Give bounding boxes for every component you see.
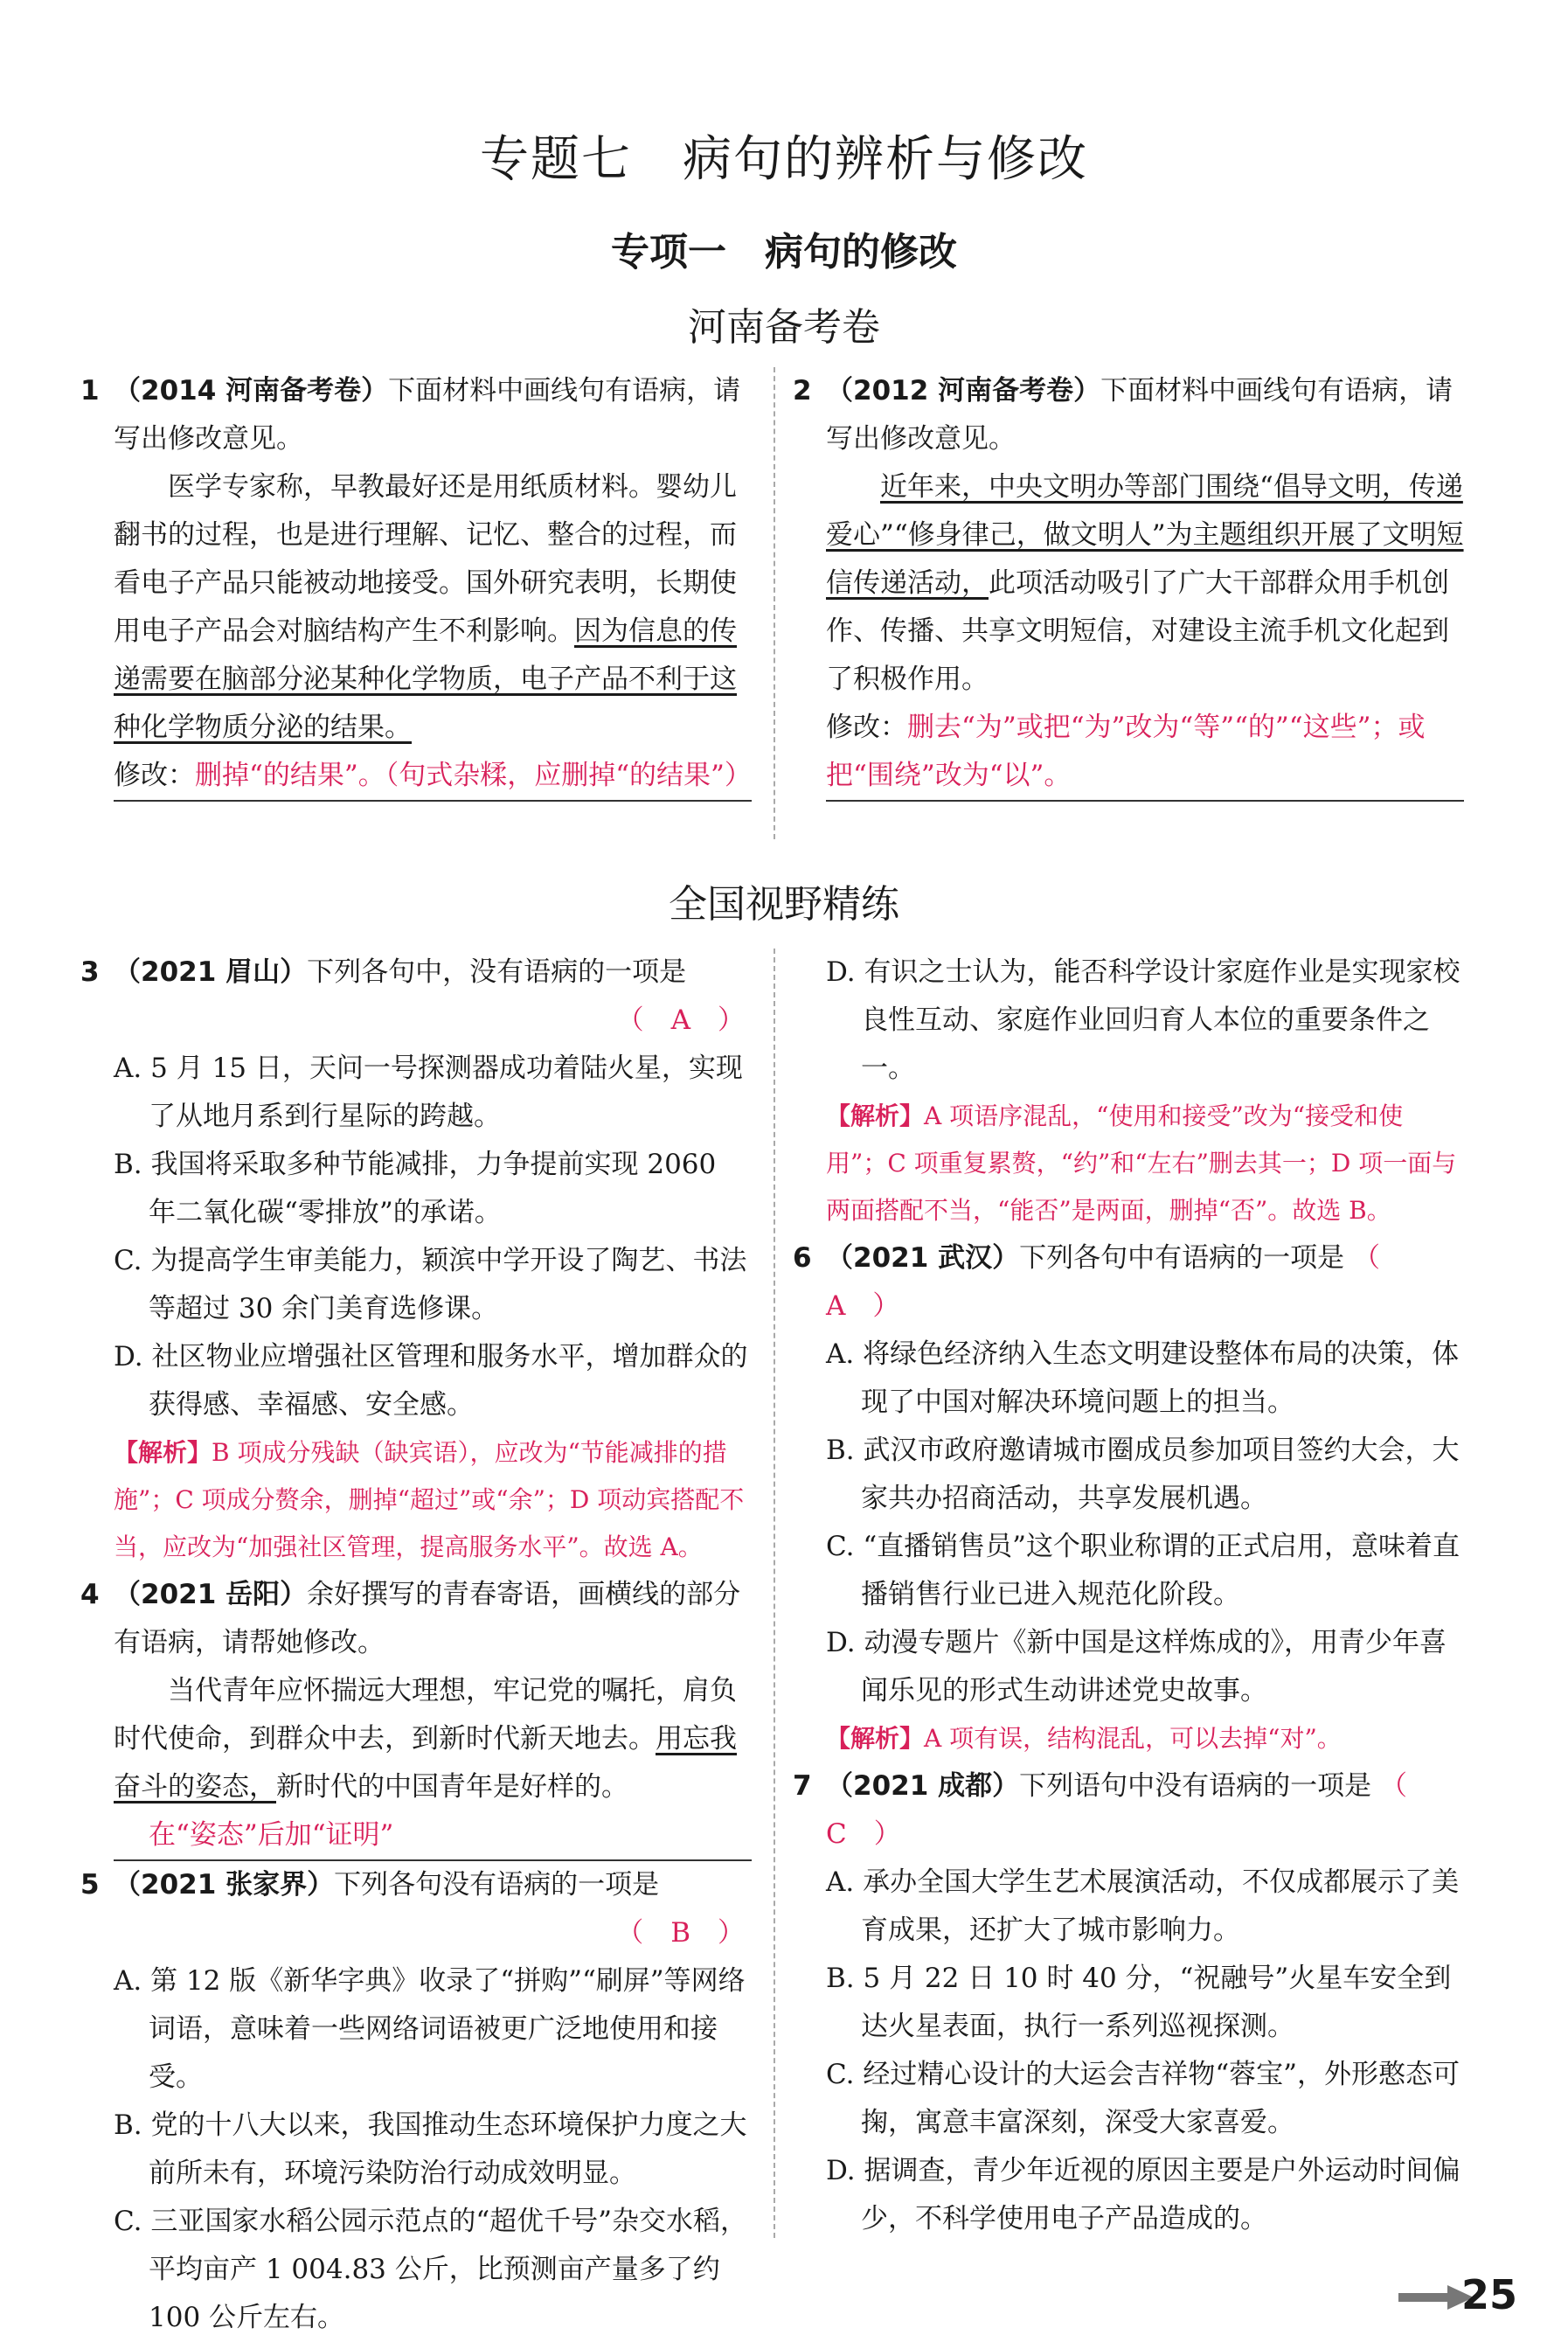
option-c: C. “直播销售员”这个职业称谓的正式启用，意味着直播销售行业已进入规范化阶段。 <box>826 1531 1460 1610</box>
question-number: 7 <box>793 1770 812 1802</box>
question-number: 5 <box>80 1869 100 1901</box>
option-d: D. 社区物业应增强社区管理和服务水平，增加群众的获得感、幸福感、安全感。 <box>114 1341 748 1421</box>
page-number: 25 <box>1460 2271 1517 2318</box>
option-a: A. 5 月 15 日，天问一号探测器成功着陆火星，实现了从地月系到行星际的跨越。 <box>114 1053 743 1132</box>
answer-bracket: （ B ） <box>616 1917 745 1949</box>
option-c: C. 为提高学生审美能力，颖滨中学开设了陶艺、书法等超过 30 余门美育选修课。 <box>114 1245 747 1324</box>
question-source: （2012 河南备考卷） <box>826 375 1101 407</box>
option-c: C. 经过精心设计的大运会吉祥物“蓉宝”，外形憨态可掬，寓意丰富深刻，深受大家喜爱。 <box>826 2059 1460 2138</box>
question-stem: 下列各句中，没有语病的一项是 <box>307 956 687 988</box>
option-d: D. 据调查，青少年近视的原因主要是户外运动时间偏少，不科学使用电子产品造成的。 <box>826 2155 1460 2234</box>
underlined-sentence: 用忘我奋斗的姿态， <box>114 1723 737 1803</box>
question-5 <box>80 1861 752 2342</box>
material-paragraph: 医学专家称，早教最好还是用纸质材料。婴幼儿翻书的过程，也是进行理解、记忆、整合的过程，而看电子产品只能被动地接受。国外研究表明，长期使用电子产品会对脑结构产生不利影响。因为信息的传递需要在脑部分泌某种化学物质，电子产品不利于这种化学物质分泌的结果。 <box>114 471 737 743</box>
left-column <box>80 949 752 2342</box>
material-paragraph: 当代青年应怀揣远大理想，牢记党的嘱托，肩负时代使命，到群众中去，到新时代新天地去。用忘我奋斗的姿态，新时代的中国青年是好样的。 <box>114 1675 737 1803</box>
question-6 <box>793 1234 1464 1762</box>
right-column <box>793 949 1464 2243</box>
question-3 <box>80 949 752 1571</box>
analysis: 【解析】A 项语序混乱，“使用和接受”改为“接受和使用”；C 项重复累赘，“约”和“左右”删去其一；D 项一面与两面搭配不当，“能否”是两面，删掉“否”。故选 B。 <box>826 1102 1457 1225</box>
question-source: （2021 岳阳） <box>114 1579 308 1610</box>
option-b: B. 我国将采取多种节能减排，力争提前实现 2060 年二氧化碳“零排放”的承诺。 <box>114 1149 717 1228</box>
section-heading-henan: 河南备考卷 <box>688 305 880 350</box>
option-b: B. 5 月 22 日 10 时 40 分，“祝融号”火星车安全到达火星表面，执行一系列巡视探测。 <box>826 1963 1452 2042</box>
question-number: 2 <box>793 375 812 407</box>
option-a: A. 承办全国大学生艺术展演活动，不仅成都展示了美育成果，还扩大了城市影响力。 <box>826 1866 1460 1946</box>
section-title: 专项一 病句的修改 <box>611 230 957 275</box>
option-b: B. 武汉市政府邀请城市圈成员参加项目签约大会，大家共办招商活动，共享发展机遇。 <box>826 1435 1460 1514</box>
question-1 <box>80 367 752 802</box>
analysis: 【解析】A 项有误，结构混乱，可以去掉“对”。 <box>826 1724 1342 1753</box>
option-d: D. 有识之士认为，能否科学设计家庭作业是实现家校良性互动、家庭作业回归育人本位的重要条件之一。 <box>826 956 1460 1084</box>
edit-answer: 删掉“的结果”。（句式杂糅，应删掉“的结果”） <box>195 760 752 791</box>
analysis-tag: 【解析】 <box>114 1438 212 1467</box>
option-a: A. 将绿色经济纳入生态文明建设整体布局的决策，体现了中国对解决环境问题上的担当。 <box>826 1338 1460 1418</box>
option-b: B. 党的十八大以来，我国推动生态环境保护力度之大前所未有，环境污染防治行动成效明显。 <box>114 2109 747 2189</box>
question-source: （2021 成都） <box>826 1770 1020 1802</box>
answer-bracket: （ A ） <box>616 1004 745 1036</box>
question-source: （2021 武汉） <box>826 1242 1020 1274</box>
edit-answer-line <box>114 752 752 802</box>
question-number: 1 <box>80 375 100 407</box>
edit-answer: 在“姿态”后加“证明” <box>114 1811 752 1861</box>
question-number: 6 <box>793 1242 812 1274</box>
column-divider-top <box>774 367 775 839</box>
question-source: （2014 河南备考卷） <box>114 375 389 407</box>
question-stem: 下面材料中画线句有语病，请写出修改意见。 <box>114 375 741 455</box>
edit-answer-line <box>826 704 1464 802</box>
section-heading-national: 全国视野精练 <box>669 882 899 927</box>
option-d: D. 动漫专题片《新中国是这样炼成的》，用青少年喜闻乐见的形式生动讲述党史故事。 <box>826 1627 1447 1706</box>
option-a: A. 第 12 版《新华字典》收录了“拼购”“刷屏”等网络词语，意味着一些网络词语被更广泛地使用和接受。 <box>114 1965 746 2093</box>
answer-bracket: （ A ） <box>826 1242 1407 1322</box>
chapter-title: 专题七 病句的辨析与修改 <box>480 131 1088 188</box>
edit-label: 修改： <box>826 712 907 743</box>
analysis: 【解析】B 项成分残缺（缺宾语），应改为“节能减排的措施”；C 项成分赘余，删掉“超过”或“余”；D 项动宾搭配不当，应改为“加强社区管理，提高服务水平”。故选 A。 <box>114 1438 745 1561</box>
question-7 <box>793 1762 1464 2243</box>
question-4 <box>80 1571 752 1861</box>
question-stem: 下面材料中画线句有语病，请写出修改意见。 <box>826 375 1454 455</box>
analysis-tag: 【解析】 <box>826 1724 925 1753</box>
column-divider-bottom <box>774 949 775 2238</box>
question-number: 3 <box>80 956 100 988</box>
underlined-sentence: 近年来，中央文明办等部门围绕“倡导文明，传递爱心”“修身律己，做文明人”为主题组织开展了文明短信传递活动， <box>826 471 1464 599</box>
underlined-sentence: 因为信息的传递需要在脑部分泌某种化学物质，电子产品不利于这种化学物质分泌的结果。 <box>114 615 737 743</box>
material-paragraph: 近年来，中央文明办等部门围绕“倡导文明，传递爱心”“修身律己，做文明人”为主题组织开展了文明短信传递活动，此项活动吸引了广大干部群众用手机创作、传播、共享文明短信，对建设主流手机文化起到了积极作用。 <box>826 471 1464 695</box>
edit-answer: 删去“为”或把“为”改为“等”“的”“这些”；或把“围绕”改为“以”。 <box>826 712 1426 791</box>
option-c: C. 三亚国家水稻公园示范点的“超优千号”杂交水稻，平均亩产 1 004.83 公斤，比预测亩产量多了约 100 公斤左右。 <box>114 2206 748 2333</box>
question-2 <box>793 367 1464 802</box>
question-stem: 下列各句没有语病的一项是 <box>334 1869 660 1901</box>
answer-bracket: （ C ） <box>826 1770 1434 1850</box>
edit-label: 修改： <box>114 760 195 791</box>
analysis-tag: 【解析】 <box>826 1102 925 1130</box>
question-source: （2021 张家界） <box>114 1869 335 1901</box>
question-stem: 下列各句中有语病的一项是 <box>1019 1242 1345 1274</box>
question-stem: 下列语句中没有语病的一项是 <box>1019 1770 1372 1802</box>
question-number: 4 <box>80 1579 100 1610</box>
question-stem: 余好撰写的青春寄语，画横线的部分有语病，请帮她修改。 <box>114 1579 741 1658</box>
question-source: （2021 眉山） <box>114 956 308 988</box>
